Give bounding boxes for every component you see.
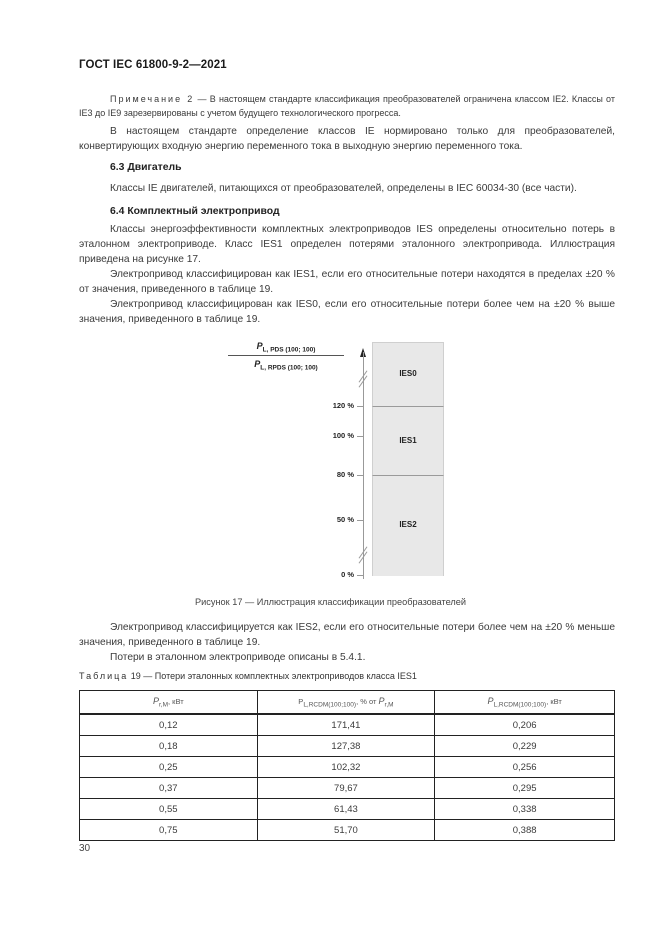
table-row: [80, 799, 615, 820]
cell-relative-losses: 127,38: [257, 736, 435, 757]
header-rated-power: $P_{r,M}$, кВт: [80, 691, 258, 715]
section-heading-6-3: 6.3 Двигатель: [110, 162, 182, 173]
cell-absolute-losses: 0,388: [435, 820, 615, 841]
paragraph-ie-definition: В настоящем стандарте определение классов IE нормировано только для преобразователей, конвертирующих входную энергию переменного тока в выходную энергию переменного тока.: [79, 126, 615, 152]
page-number: 30: [79, 843, 91, 854]
cell-relative-losses: 51,70: [257, 820, 435, 841]
axis-tick: [357, 406, 363, 407]
document-id-header: ГОСТ IEC 61800-9-2—2021: [79, 59, 227, 71]
class-band-label: IES0: [399, 369, 417, 378]
table-row: [80, 778, 615, 799]
header-absolute-losses: $P_{L,RCDM(100;100)}$, кВт: [435, 691, 615, 715]
note-label: Примечание 2: [110, 94, 195, 104]
figure-17-classification: [220, 335, 460, 590]
axis-tick-label: 100 %: [332, 431, 354, 440]
axis-tick: [357, 436, 363, 437]
class-band-label: IES2: [399, 520, 417, 529]
class-band-ies0: [372, 342, 444, 407]
cell-rated-power: 0,55: [80, 799, 258, 820]
cell-absolute-losses: 0,256: [435, 757, 615, 778]
loss-ratio-label: [228, 341, 344, 372]
cell-relative-losses: 102,32: [257, 757, 435, 778]
table-header-row: [80, 691, 615, 715]
class-band-label: IES1: [399, 435, 417, 445]
table-row: [80, 736, 615, 757]
cell-relative-losses: 171,41: [257, 714, 435, 736]
note-text: — В настоящем стандарте классификация преобразователей ограничена классом IE2. Классы от IE3 до IE9 зарезервированы с учетом будущего технологического прогресса.: [79, 94, 615, 118]
ratio-denominator: $P_{L, RPDS (100; 100)}$: [254, 359, 318, 372]
paragraph-reference-losses: Потери в эталонном электроприводе описаны в 5.4.1.: [110, 652, 366, 663]
ratio-numerator: $P_{L, PDS (100; 100)}$: [228, 341, 344, 356]
figure-caption: Рисунок 17 — Иллюстрация классификации преобразователей: [195, 597, 466, 607]
note-2: [79, 92, 615, 120]
table-caption: Таблица 19 — Потери эталонных комплектных электроприводов класса IES1: [79, 671, 417, 681]
table-row: [80, 757, 615, 778]
axis-tick-label: 0 %: [341, 570, 354, 579]
axis-tick-label: 120 %: [332, 401, 354, 410]
table-19-reference-losses: [79, 690, 615, 841]
header-relative-losses: $P_{L,RCDM(100;100)}$, % от $P_{r,M}$: [257, 691, 435, 715]
paragraph-ies2: Электропривод классифицируется как IES2, если его относительные потери более чем на ±20 % меньше значения, приведенного в таблице 19.: [79, 622, 615, 648]
paragraph-ies-classes: Классы энергоэффективности комплектных электроприводов IES определены относительно потерь в эталонном электроприводе. Класс IES1 определен потерями эталонного электропривода. Иллюстрация приведена на рисунке 17.: [79, 224, 615, 265]
cell-rated-power: 0,18: [80, 736, 258, 757]
axis-tick-label: 50 %: [336, 515, 354, 524]
class-band-ies2: [372, 475, 444, 576]
cell-rated-power: 0,25: [80, 757, 258, 778]
axis-tick: [357, 475, 363, 476]
cell-absolute-losses: 0,206: [435, 714, 615, 736]
cell-relative-losses: 79,67: [257, 778, 435, 799]
paragraph-ies0: Электропривод классифицирован как IES0, если его относительные потери более чем на ±20 % выше значения, приведенного в таблице 19.: [79, 299, 615, 325]
axis-tick: [357, 520, 363, 521]
section-heading-6-4: 6.4 Комплектный электропривод: [110, 206, 280, 217]
class-band-ies1: [372, 406, 444, 476]
axis-tick: [357, 575, 363, 576]
cell-rated-power: 0,75: [80, 820, 258, 841]
paragraph-ies1: Электропривод классифицирован как IES1, если его относительные потери находятся в пределах ±20 % от значения, приведенного в таблице 19.: [79, 269, 615, 295]
cell-rated-power: 0,37: [80, 778, 258, 799]
table-row: [80, 820, 615, 841]
y-axis: [363, 352, 364, 579]
axis-tick-label: 80 %: [336, 470, 354, 479]
cell-relative-losses: 61,43: [257, 799, 435, 820]
table-row: [80, 714, 615, 736]
cell-rated-power: 0,12: [80, 714, 258, 736]
cell-absolute-losses: 0,229: [435, 736, 615, 757]
cell-absolute-losses: 0,338: [435, 799, 615, 820]
cell-absolute-losses: 0,295: [435, 778, 615, 799]
paragraph-motor-classes: Классы IE двигателей, питающихся от преобразователей, определены в IEC 60034-30 (все части).: [110, 183, 577, 194]
